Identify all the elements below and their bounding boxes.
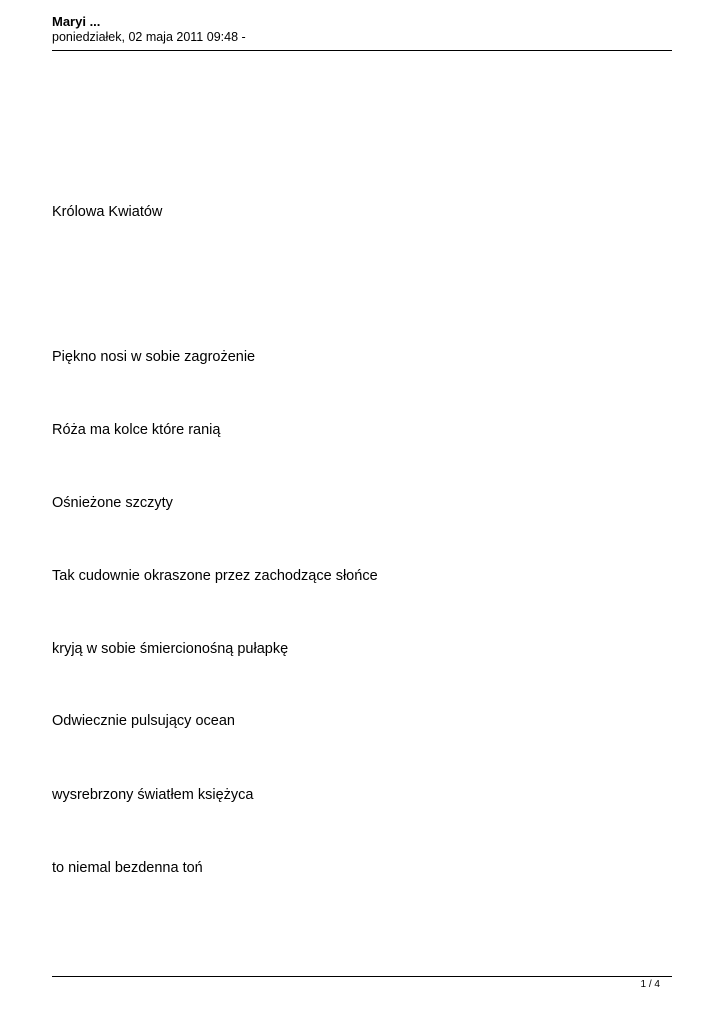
poem-line: Róża ma kolce które ranią xyxy=(52,422,221,438)
poem-line: Odwiecznie pulsujący ocean xyxy=(52,713,235,729)
poem-line: to niemal bezdenna toń xyxy=(52,860,203,876)
footer-divider xyxy=(52,976,672,977)
page-header xyxy=(52,14,672,45)
poem-line: Ośnieżone szczyty xyxy=(52,495,173,511)
poem-line: wysrebrzony światłem księżyca xyxy=(52,787,254,803)
header-date: poniedziałek, 02 maja 2011 09:48 - xyxy=(52,30,246,44)
header-divider xyxy=(52,50,672,51)
poem-line: Tak cudownie okraszone przez zachodzące słońce xyxy=(52,568,378,584)
page-number: 1 / 4 xyxy=(640,979,660,990)
poem-title: Królowa Kwiatów xyxy=(52,204,163,220)
header-title: Maryi ... xyxy=(52,14,101,29)
poem-line: Piękno nosi w sobie zagrożenie xyxy=(52,349,256,365)
poem-line: kryją w sobie śmiercionośną pułapkę xyxy=(52,641,289,657)
